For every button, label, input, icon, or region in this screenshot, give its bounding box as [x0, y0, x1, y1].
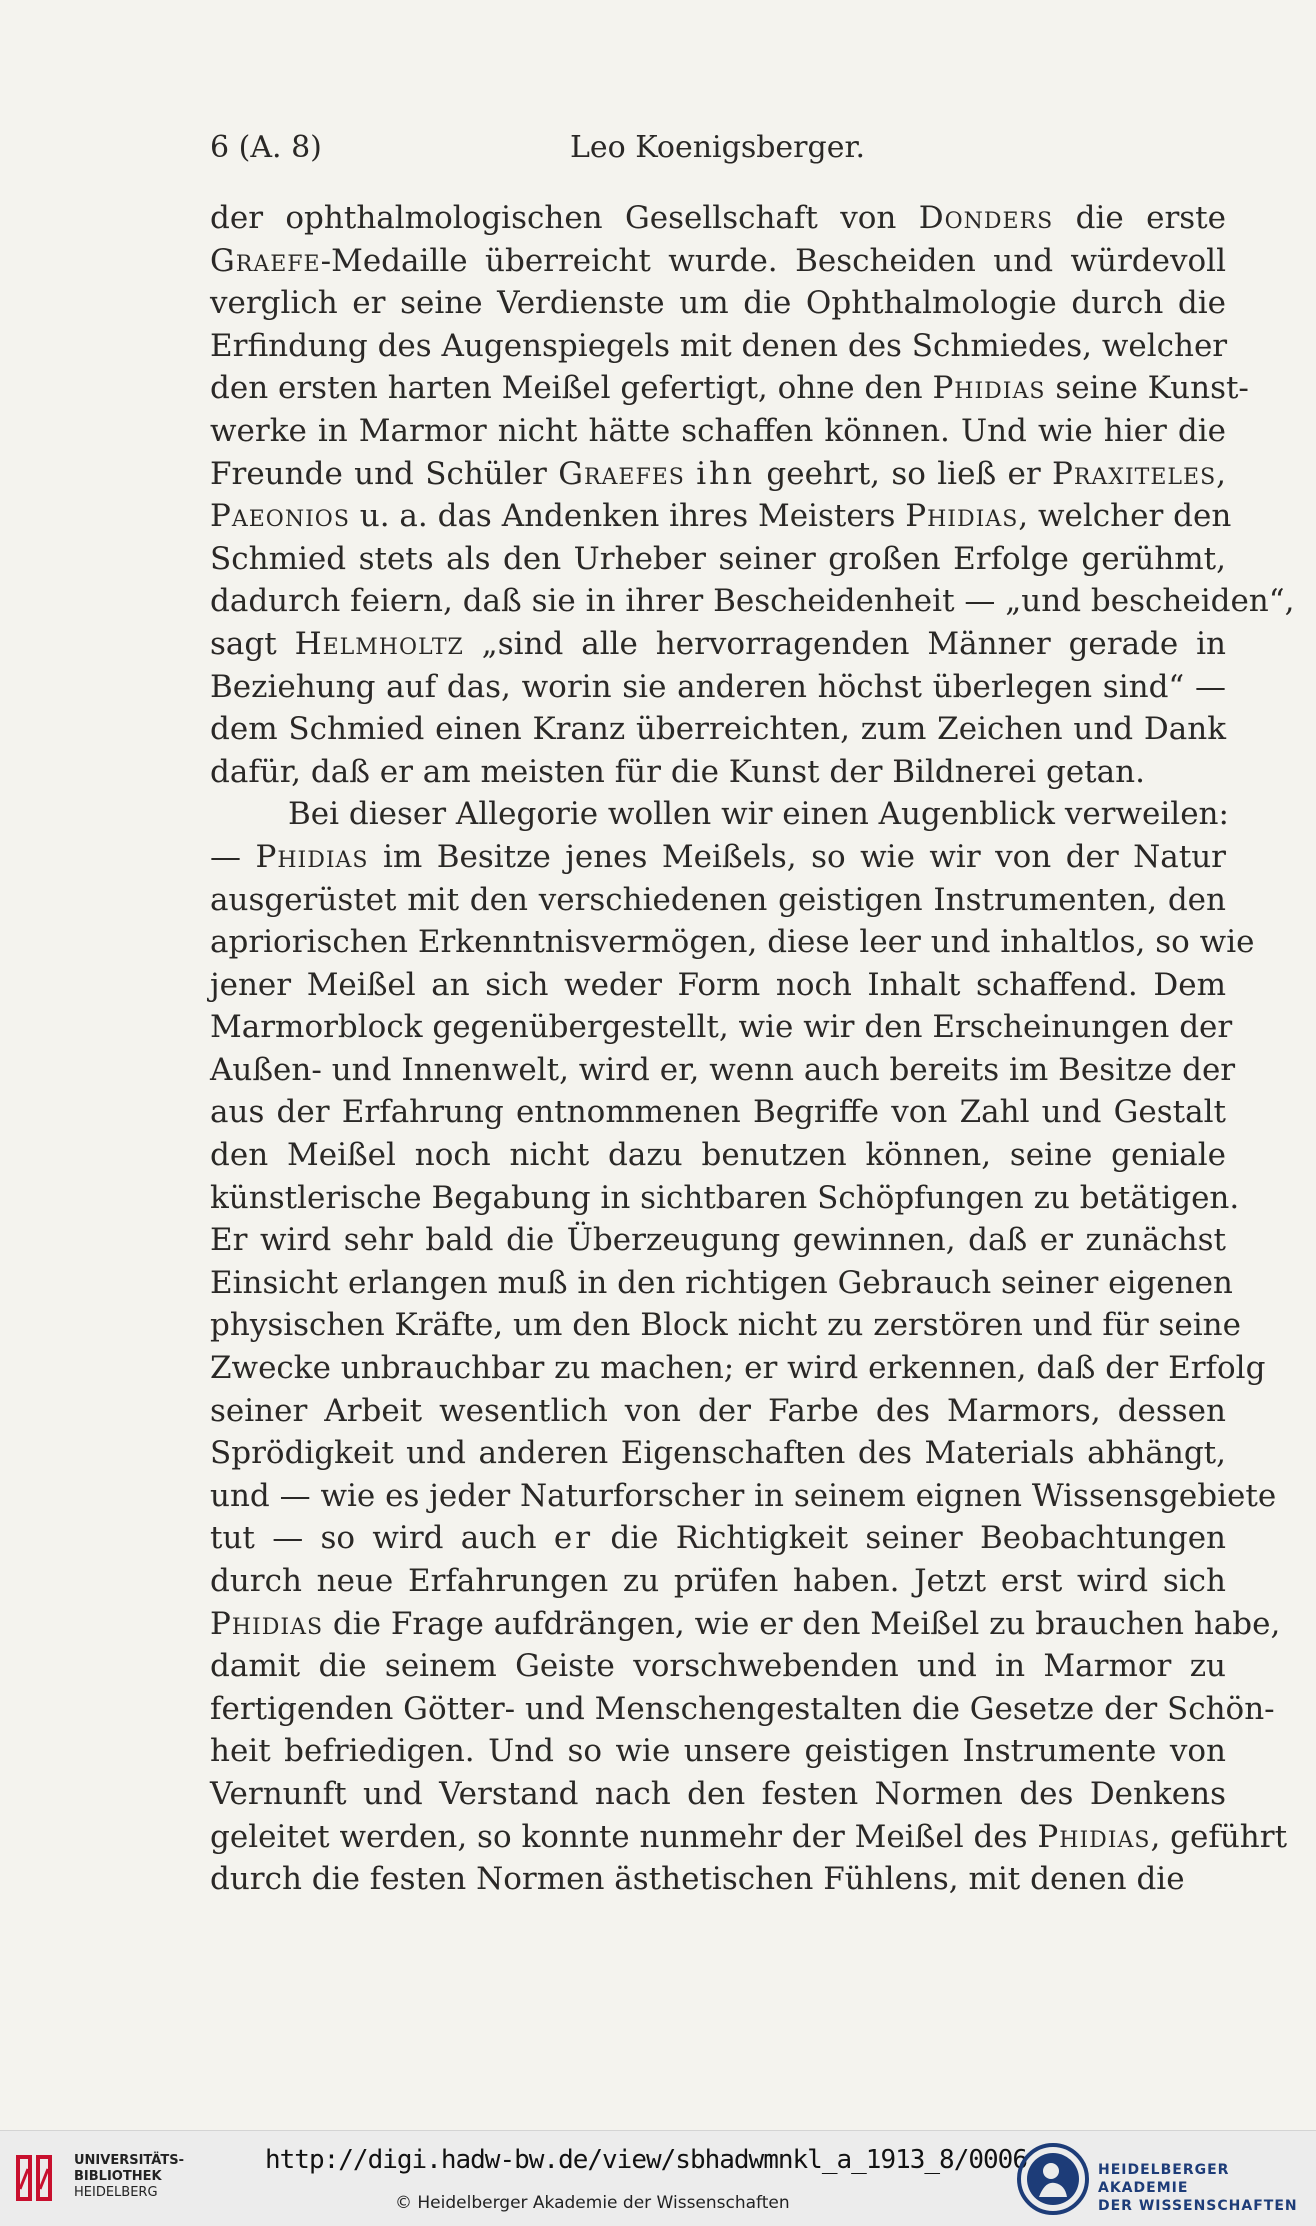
text-line: [210, 325, 1226, 368]
text-line: [210, 367, 1249, 410]
text-line: [210, 1262, 1233, 1305]
paragraph-2: [210, 793, 1288, 1900]
text-run: durch neue Erfahrungen zu prüfen haben. Jetzt erst wird sich: [210, 1563, 1226, 1599]
text-run: seine Kunst-: [1045, 370, 1249, 407]
paragraph-1: [210, 197, 1295, 793]
text-line: [210, 1645, 1226, 1688]
text-line: [210, 580, 1295, 623]
text-line: [210, 1816, 1288, 1859]
spaced-emphasis: ihn: [696, 455, 756, 492]
text-run: ausgerüstet mit den verschiedenen geistigen Instrumenten, den: [210, 881, 1226, 918]
text-line: [210, 964, 1226, 1007]
text-line: [210, 623, 1226, 666]
text-line: [210, 751, 1226, 794]
text-run: Zwecke unbrauchbar zu machen; er wird erkennen, daß der Erfolg: [210, 1350, 1266, 1387]
text-line: [210, 282, 1226, 325]
text-line: [210, 538, 1226, 581]
text-run: Bei dieser Allegorie wollen wir einen Augenblick verweilen:: [288, 796, 1229, 833]
text-line: [210, 1688, 1275, 1731]
text-run: dafür, daß er am meisten für die Kunst der Bildnerei getan.: [210, 753, 1145, 790]
text-line: [210, 1773, 1226, 1816]
text-run: Sprödigkeit und anderen Eigenschaften des Materials abhängt,: [210, 1435, 1226, 1472]
library-name-line-1: UNIVERSITÄTS-: [74, 2153, 184, 2168]
text-line: [210, 666, 1226, 709]
copyright-notice: © Heidelberger Akademie der Wissenschaften: [395, 2193, 790, 2213]
text-run: den Meißel noch nicht dazu benutzen können, seine geniale: [210, 1137, 1226, 1174]
text-run: , welcher den: [1018, 498, 1232, 535]
text-run: „sind alle hervorragenden Männer gerade in: [463, 625, 1227, 662]
text-run: heit befriedigen. Und so wie unsere geistigen Instrumente von: [210, 1733, 1226, 1770]
text-run: verglich er seine Verdienste um die Ophthalmologie durch die: [210, 285, 1226, 322]
text-line: [210, 1347, 1266, 1390]
text-run: Einsicht erlangen muß in den richtigen Gebrauch seiner eigenen: [210, 1264, 1233, 1301]
text-line: [210, 1517, 1226, 1560]
small-caps-name: Graefes: [558, 455, 685, 492]
text-line: [210, 1390, 1226, 1433]
text-line: [210, 495, 1232, 538]
text-line: [210, 1006, 1233, 1049]
running-header: [210, 130, 1226, 174]
text-run: die Frage aufdrängen, wie er den Meißel zu brauchen habe,: [323, 1605, 1281, 1642]
text-line: [210, 1304, 1241, 1347]
small-caps-name: Praxiteles: [1052, 455, 1217, 492]
text-line: [210, 1475, 1277, 1518]
university-library-logo: [12, 2149, 68, 2207]
academy-name-line-2: DER WISSENSCHAFTEN: [1098, 2198, 1298, 2214]
text-run: die Richtigkeit seiner Beobachtungen: [593, 1520, 1227, 1557]
text-run: physischen Kräfte, um den Block nicht zu zerstören und für seine: [210, 1307, 1241, 1344]
text-run: , geführt: [1150, 1818, 1288, 1855]
text-run: aus der Erfahrung entnommenen Begriffe von Zahl und Gestalt: [210, 1094, 1226, 1131]
text-run: durch die festen Normen ästhetischen Fühlens, mit denen die: [210, 1861, 1185, 1898]
small-caps-name: Phidias: [1037, 1818, 1151, 1855]
text-run: Erfindung des Augenspiegels mit denen des Schmiedes, welcher: [210, 327, 1228, 364]
text-line: [210, 1091, 1226, 1134]
text-run: Marmorblock gegenübergestellt, wie wir den Erscheinungen der: [210, 1009, 1233, 1046]
digitization-footer: [0, 2130, 1316, 2226]
text-line: [210, 1134, 1226, 1177]
small-caps-name: Helmholtz: [294, 625, 464, 662]
small-caps-name: Phidias: [210, 1605, 324, 1642]
text-run: —: [210, 838, 256, 875]
small-caps-name: Paeonios: [210, 498, 350, 535]
text-run: damit die seinem Geiste vorschwebenden und in Marmor zu: [210, 1648, 1226, 1685]
text-line: [210, 879, 1226, 922]
text-run: Vernunft und Verstand nach den festen Normen des Denkens: [210, 1775, 1226, 1812]
small-caps-name: Graefe: [210, 242, 321, 279]
text-run: die erste: [1053, 200, 1226, 236]
text-run: u. a. das Andenken ihres Meisters: [349, 498, 906, 535]
text-run: und — wie es jeder Naturforscher in seinem eignen Wissensgebiete: [210, 1477, 1277, 1514]
library-name-line-2: BIBLIOTHEK: [74, 2169, 162, 2184]
university-library-name: [74, 2153, 184, 2201]
running-title-author: Leo Koenigsberger.: [570, 130, 866, 165]
text-run: Außen- und Innenwelt, wird er, wenn auch bereits im Besitze der: [210, 1051, 1236, 1088]
text-line: [210, 240, 1226, 283]
academy-seal-logo: [1015, 2141, 1091, 2217]
permalink-url[interactable]: http://digi.hadw-bw.de/view/sbhadwmnkl_a_1913_8/0006: [265, 2145, 1027, 2175]
text-line: [210, 793, 1229, 836]
text-line: [210, 921, 1255, 964]
spaced-emphasis: er: [553, 1520, 594, 1557]
text-line: [210, 410, 1226, 453]
text-line: [210, 836, 1226, 879]
text-run: fertigenden Götter- und Menschengestalten die Gesetze der Schön-: [210, 1690, 1275, 1727]
text-line: [210, 1219, 1226, 1262]
text-line: [210, 1177, 1240, 1220]
academy-name-line-1: HEIDELBERGER AKADEMIE: [1098, 2162, 1230, 2196]
text-line: [210, 708, 1226, 751]
text-line: [210, 1432, 1226, 1475]
text-run: [685, 456, 696, 492]
small-caps-name: Donders: [918, 200, 1054, 236]
small-caps-name: Phidias: [255, 838, 369, 875]
text-line: [210, 1049, 1236, 1092]
text-line: [210, 1560, 1226, 1603]
text-run: tut — so wird auch: [210, 1520, 554, 1557]
text-run: jener Meißel an sich weder Form noch Inhalt schaffend. Dem: [210, 966, 1226, 1003]
text-run: geehrt, so ließ er: [755, 455, 1052, 492]
small-caps-name: Phidias: [905, 498, 1019, 535]
text-run: apriorischen Erkenntnisvermögen, diese leer und inhaltlos, so wie: [210, 924, 1255, 961]
text-line: [210, 1730, 1226, 1773]
text-run: im Besitze jenes Meißels, so wie wir von der Natur: [368, 838, 1227, 875]
small-caps-name: Phidias: [932, 370, 1046, 407]
text-run: dem Schmied einen Kranz überreichten, zum Zeichen und Dank: [210, 711, 1226, 748]
text-run: Freunde und Schüler: [210, 455, 559, 492]
text-run: geleitet werden, so konnte nunmehr der Meißel des: [210, 1818, 1038, 1855]
text-run: Er wird sehr bald die Überzeugung gewinnen, daß er zunächst: [210, 1222, 1226, 1259]
text-run: werke in Marmor nicht hätte schaffen können. Und wie hier die: [210, 412, 1226, 449]
text-line: [210, 197, 1226, 240]
text-run: der ophthalmologischen Gesellschaft von: [210, 200, 919, 236]
text-line: [210, 453, 1226, 496]
text-run: ,: [1216, 455, 1226, 492]
text-run: sagt: [210, 625, 295, 662]
text-run: Schmied stets als den Urheber seiner großen Erfolge gerühmt,: [210, 540, 1226, 577]
library-name-line-3: HEIDELBERG: [74, 2185, 158, 2200]
text-run: dadurch feiern, daß sie in ihrer Bescheidenheit — „und bescheiden“,: [210, 583, 1295, 620]
academy-name: [1098, 2161, 1316, 2215]
text-line: [210, 1858, 1226, 1901]
text-run: künstlerische Begabung in sichtbaren Schöpfungen zu betätigen.: [210, 1179, 1240, 1216]
text-run: -Medaille überreicht wurde. Bescheiden und würdevoll: [320, 242, 1226, 279]
body-text: [210, 197, 1295, 1901]
text-run: Beziehung auf das, worin sie anderen höchst überlegen sind“ —: [210, 668, 1226, 705]
text-run: seiner Arbeit wesentlich von der Farbe des Marmors, dessen: [210, 1392, 1226, 1429]
text-line: [210, 1603, 1281, 1646]
text-run: den ersten harten Meißel gefertigt, ohne den: [210, 370, 933, 407]
page-number: 6 (A. 8): [210, 130, 322, 165]
